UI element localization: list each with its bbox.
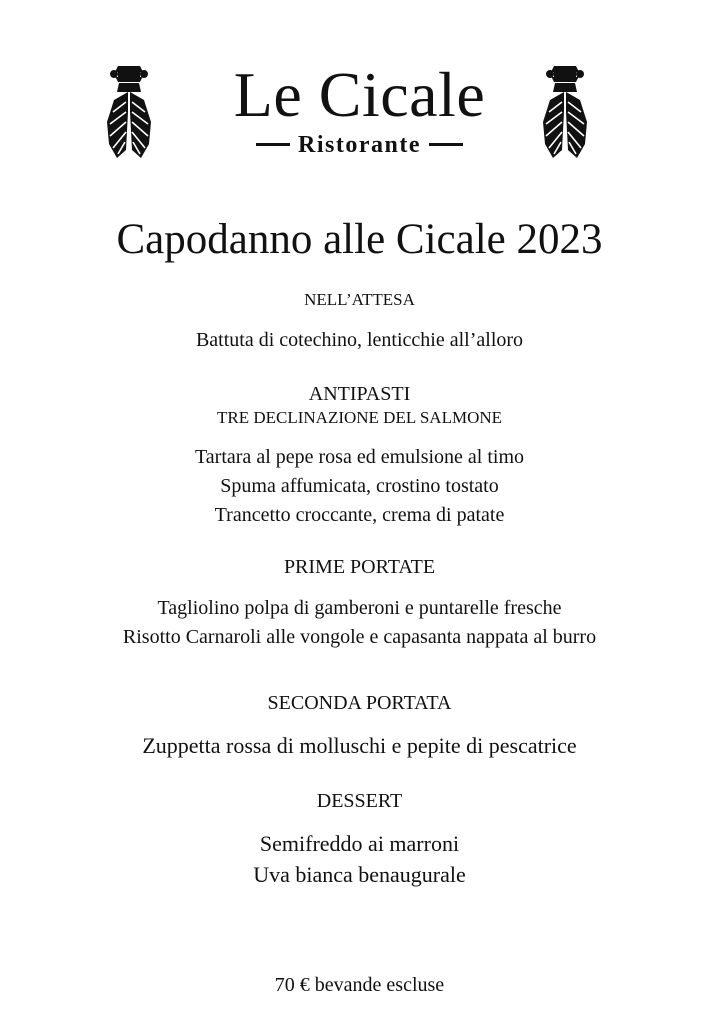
section-heading-antipasti: ANTIPASTI (308, 383, 411, 405)
section-heading-prime: PRIME PORTATE (283, 556, 436, 578)
restaurant-logo-subtitle (0, 130, 719, 160)
dish-item: Zuppetta rossa di molluschi e pepite di pescatrice (142, 733, 577, 758)
section-subheading-antipasti: TRE DECLINAZIONE DEL SALMONE (216, 408, 503, 427)
logo-dash-left (256, 143, 290, 146)
dish-item: Tartara al pepe rosa ed emulsione al timo (194, 446, 525, 468)
dish-item: Spuma affumicata, crostino tostato (220, 475, 499, 497)
dish-item: Trancetto croccante, crema di patate (214, 504, 505, 526)
logo-subtitle-text: Ristorante (298, 132, 421, 158)
dish-item: Battuta di cotechino, lenticchie all’alloro (195, 329, 524, 351)
dish-item: Semifreddo ai marroni (259, 831, 460, 856)
logo-dash-right (429, 143, 463, 146)
menu-title: Capodanno alle Cicale 2023 (116, 216, 603, 263)
section-heading-dessert: DESSERT (316, 790, 403, 812)
menu-price: 70 € bevande escluse (274, 974, 445, 996)
cicada-icon (540, 62, 590, 162)
dish-item: Tagliolino polpa di gamberoni e puntarelle fresche (157, 597, 562, 619)
restaurant-logo-name: Le Cicale (233, 59, 486, 130)
dish-item: Uva bianca benaugurale (253, 862, 466, 887)
section-heading-attesa: NELL’ATTESA (304, 290, 415, 309)
section-heading-seconda: SECONDA PORTATA (267, 692, 452, 714)
dish-item: Risotto Carnaroli alle vongole e capasanta nappata al burro (122, 626, 597, 648)
